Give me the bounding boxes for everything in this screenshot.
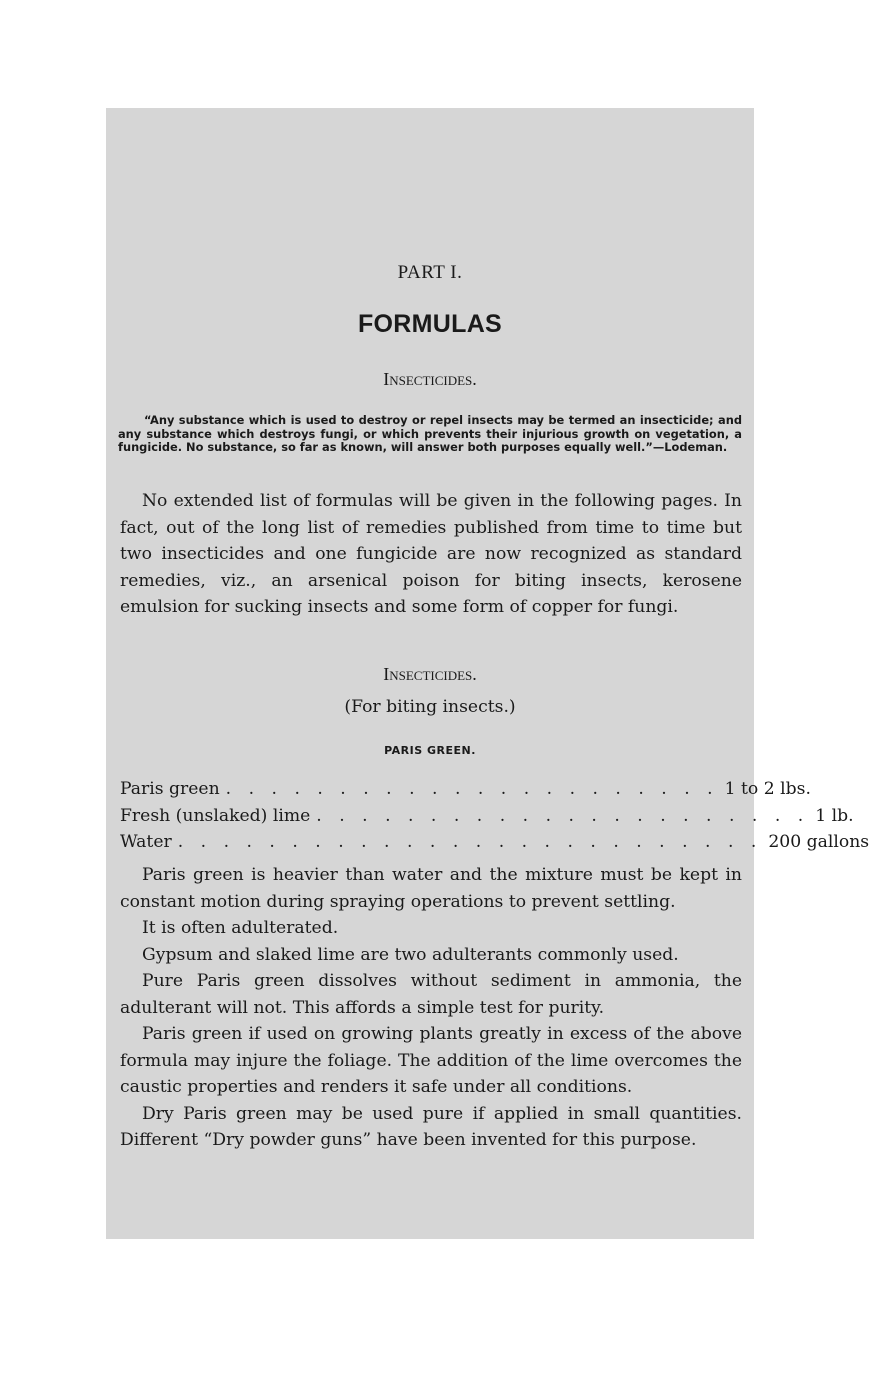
ingredient-amount: 1 lb.: [815, 805, 854, 826]
intro-paragraph: No extended list of formulas will be given in the following pages. In fact, out of the long list of remedies published from time to time but two insecticides and one fungicide are now recognized as standard remedies, viz., an arsenical poison for biting insects, kerosene emulsion for sucking insects and some form of copper for fungi.: [120, 491, 742, 617]
formula-title: PARIS GREEN.: [384, 744, 476, 757]
ingredient-amount: 200 gallons: [768, 832, 869, 852]
dot-leader: . . . . . . . . . . . . . . . . . . . . . . . . . .: [177, 832, 763, 852]
section-heading-insecticides-2: Insecticides.: [383, 664, 477, 684]
dot-leader: . . . . . . . . . . . . . . . . . . . . . .: [316, 805, 810, 826]
formula-table: [120, 776, 869, 856]
ingredient-amount: 1 to 2 lbs.: [724, 779, 811, 799]
body-paragraphs: [120, 862, 742, 1154]
paragraph: Gypsum and slaked lime are two adulterants commonly used.: [142, 944, 679, 965]
subheading-biting-insects: (For biting insects.): [344, 697, 516, 717]
book-page: [106, 108, 869, 1239]
paragraph: Paris green if used on growing plants greatly in excess of the above formula may injure the foliage. The addition of the lime overcomes the caustic properties and renders it safe under all conditions.: [120, 1024, 742, 1097]
part-heading: PART I.: [397, 262, 463, 283]
paragraph: Paris green is heavier than water and the mixture must be kept in constant motion during spraying operations to prevent settling.: [120, 865, 742, 912]
epigraph-quote: “Any substance which is used to destroy or repel insects may be termed an insecticide; and any substance which destroys fungi, or which prevents their injurious growth on vegetation, a fungicide. No substance, so far as known, will answer both purposes equally well.”—Lodeman.: [118, 413, 742, 454]
dot-leader: . . . . . . . . . . . . . . . . . . . . . .: [225, 779, 719, 799]
page-title: FORMULAS: [357, 310, 503, 338]
ingredient-name: Paris green: [120, 779, 220, 799]
formula-row: [120, 803, 854, 830]
paragraph: Pure Paris green dissolves without sediment in ammonia, the adulterant will not. This affords a simple test for purity.: [120, 971, 742, 1018]
ingredient-name: Water: [120, 832, 172, 852]
section-heading-insecticides: Insecticides.: [383, 369, 477, 389]
paragraph: Dry Paris green may be used pure if applied in small quantities. Different “Dry powder guns” have been invented for this purpose.: [120, 1103, 742, 1150]
ingredient-name: Fresh (unslaked) lime: [120, 805, 311, 826]
formula-row: [120, 829, 869, 856]
paragraph: It is often adulterated.: [142, 918, 339, 938]
formula-row: [120, 776, 811, 803]
